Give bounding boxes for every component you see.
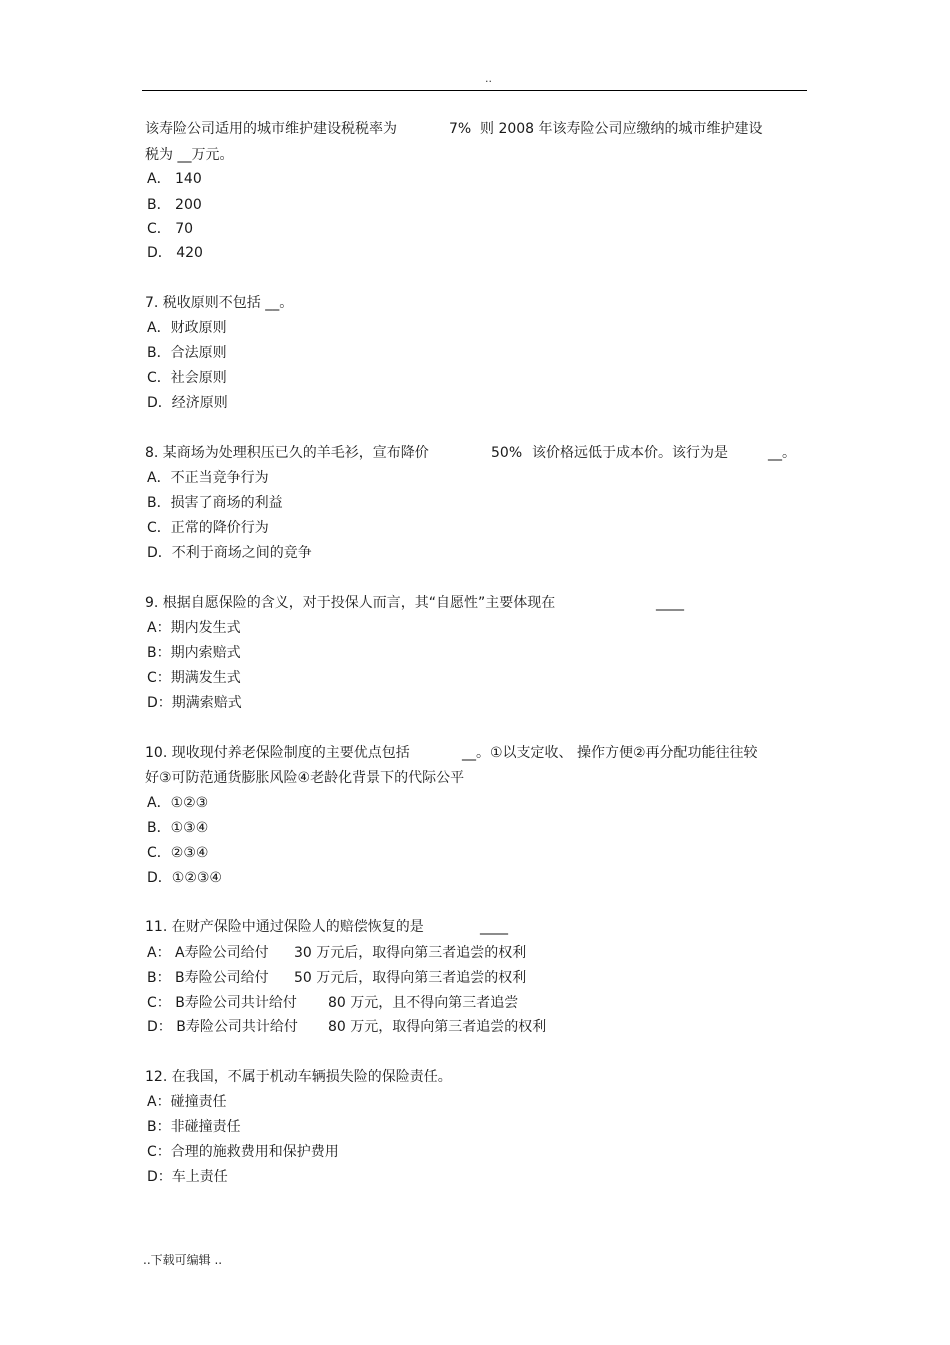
- q10-stem-line2: 好③可防范通货膨胀风险④老龄化背景下的代际公平: [145, 770, 465, 786]
- q12-option-c: C：合理的施救费用和保护费用: [147, 1144, 339, 1160]
- q8-option-a: A．不正当竞争行为: [147, 470, 269, 486]
- q8-stem-part2: 50%: [491, 445, 523, 461]
- q6-option-b: B． 200: [147, 197, 202, 213]
- q8-stem-part3: 该价格远低于成本价。该行为是: [532, 445, 728, 461]
- q7-option-c: C．社会原则: [147, 370, 227, 386]
- q7-option-d: D．经济原则: [147, 395, 228, 411]
- q6-option-a: A． 140: [147, 171, 202, 187]
- q11-option-c-part1: C： B寿险公司共计给付: [147, 995, 297, 1011]
- q10-stem-line1-part1: 10. 现收现付养老保险制度的主要优点包括: [145, 745, 410, 761]
- q10-option-a: A．①②③: [147, 795, 209, 811]
- header-dots: ..: [485, 72, 492, 85]
- q6-stem-line1-part3: 则 2008 年该寿险公司应缴纳的城市维护建设: [480, 121, 763, 137]
- q12-option-b: B：非碰撞责任: [147, 1119, 241, 1135]
- q8-option-b: B．损害了商场的利益: [147, 495, 283, 511]
- q11-option-d-part2: 80 万元，取得向第三者追尝的权利: [328, 1019, 547, 1035]
- q11-option-d-part1: D： B寿险公司共计给付: [147, 1019, 298, 1035]
- q10-option-d: D．①②③④: [147, 870, 222, 886]
- q7-stem: 7. 税收原则不包括 __。: [145, 295, 294, 311]
- page-footer: ..下载可编辑 ..: [143, 1253, 223, 1267]
- q10-option-c: C．②③④: [147, 845, 209, 861]
- q9-option-c: C：期满发生式: [147, 670, 241, 686]
- q10-stem-line1-part2: __。①以支定收、 操作方便②再分配功能往往较: [462, 745, 758, 761]
- q6-stem-line1-part2: 7%: [449, 121, 472, 137]
- q11-stem-part1: 11. 在财产保险中通过保险人的赔偿恢复的是: [145, 919, 424, 935]
- q8-option-d: D．不利于商场之间的竞争: [147, 545, 312, 561]
- q12-option-d: D：车上责任: [147, 1169, 228, 1185]
- q9-option-d: D：期满索赔式: [147, 695, 242, 711]
- q11-stem-part2: ____: [480, 919, 508, 935]
- q8-stem-part4: __。: [768, 445, 796, 461]
- q6-stem-line2: 税为 __万元。: [145, 147, 234, 163]
- q6-option-d: D． 420: [147, 245, 203, 261]
- q9-stem-part1: 9. 根据自愿保险的含义，对于投保人而言，其“自愿性”主要体现在: [145, 595, 556, 611]
- q11-option-a-part1: A： A寿险公司给付: [147, 945, 269, 961]
- q8-stem-part1: 8. 某商场为处理积压已久的羊毛衫，宣布降价: [145, 445, 429, 461]
- q11-option-a-part2: 30 万元后，取得向第三者追尝的权利: [294, 945, 527, 961]
- q6-stem-line1-part1: 该寿险公司适用的城市维护建设税税率为: [145, 121, 397, 137]
- q12-option-a: A：碰撞责任: [147, 1094, 227, 1110]
- q7-option-b: B．合法原则: [147, 345, 227, 361]
- q12-stem: 12. 在我国，不属于机动车辆损失险的保险责任。: [145, 1069, 452, 1085]
- header-rule: [142, 90, 807, 91]
- q11-option-c-part2: 80 万元，且不得向第三者追尝: [328, 995, 519, 1011]
- q10-option-b: B．①③④: [147, 820, 209, 836]
- q7-option-a: A．财政原则: [147, 320, 227, 336]
- q9-option-b: B：期内索赔式: [147, 645, 241, 661]
- q6-option-c: C． 70: [147, 221, 194, 237]
- q9-option-a: A：期内发生式: [147, 620, 241, 636]
- q8-option-c: C．正常的降价行为: [147, 520, 269, 536]
- q11-option-b-part2: 50 万元后，取得向第三者追尝的权利: [294, 970, 527, 986]
- q9-stem-part2: ____: [656, 595, 684, 611]
- q11-option-b-part1: B： B寿险公司给付: [147, 970, 269, 986]
